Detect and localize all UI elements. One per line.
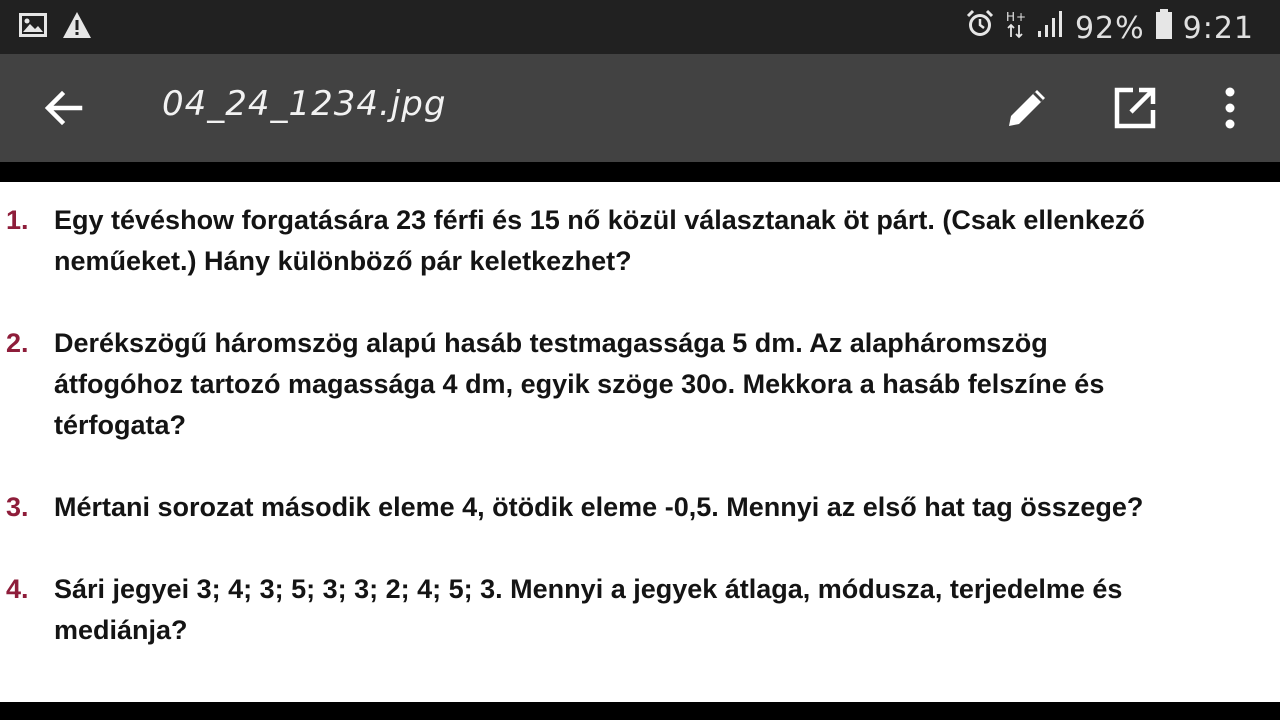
alarm-icon bbox=[965, 8, 995, 48]
question-text: átfogóhoz tartozó magassága 4 dm, egyik szöge 30o. Mekkora a hasáb felszíne és bbox=[54, 369, 1105, 399]
svg-text:H+: H+ bbox=[1005, 10, 1027, 24]
question-4 bbox=[6, 569, 1122, 651]
question-text: Mértani sorozat második eleme 4, ötödik eleme -0,5. Mennyi az első hat tag összege? bbox=[54, 492, 1144, 522]
battery-text: 92% bbox=[1074, 10, 1145, 46]
status-right-area bbox=[965, 8, 1254, 48]
question-1 bbox=[6, 200, 1145, 282]
warning-icon bbox=[62, 11, 92, 43]
document-image bbox=[0, 182, 1280, 702]
question-text: Sári jegyei 3; 4; 3; 5; 3; 3; 2; 4; 5; 3. Mennyi a jegyek átlaga, módusza, terjedelme és bbox=[54, 574, 1123, 604]
question-text: mediánja? bbox=[54, 615, 188, 645]
question-text: Derékszögű háromszög alapú hasáb testmagassága 5 dm. Az alapháromszög bbox=[54, 328, 1048, 358]
app-bar bbox=[0, 54, 1280, 162]
question-number: 2. bbox=[6, 328, 29, 358]
status-left-icons bbox=[18, 11, 92, 43]
question-number: 3. bbox=[6, 492, 29, 522]
question-3 bbox=[6, 487, 1143, 528]
question-text: Egy tévéshow forgatására 23 férfi és 15 nő közül választanak öt párt. (Csak ellenkező bbox=[54, 205, 1145, 235]
image-top-border bbox=[0, 162, 1280, 182]
more-vert-icon[interactable] bbox=[1206, 84, 1254, 132]
signal-icon bbox=[1037, 9, 1065, 47]
clock-time: 9:21 bbox=[1182, 10, 1254, 46]
status-bar bbox=[0, 0, 1280, 54]
open-external-icon[interactable] bbox=[1111, 84, 1159, 132]
question-2 bbox=[6, 323, 1104, 446]
file-title: 04_24_1234.jpg bbox=[162, 84, 447, 124]
image-bottom-border bbox=[0, 702, 1280, 720]
image-icon bbox=[18, 11, 48, 43]
back-arrow-icon[interactable] bbox=[40, 84, 88, 132]
question-number: 4. bbox=[6, 574, 29, 604]
question-text: térfogata? bbox=[54, 410, 187, 440]
edit-pencil-icon[interactable] bbox=[1003, 84, 1051, 132]
question-number: 1. bbox=[6, 205, 29, 235]
network-hplus-icon bbox=[1005, 9, 1027, 47]
question-text: neműeket.) Hány különböző pár keletkezhet? bbox=[54, 246, 632, 276]
battery-icon bbox=[1155, 8, 1173, 48]
